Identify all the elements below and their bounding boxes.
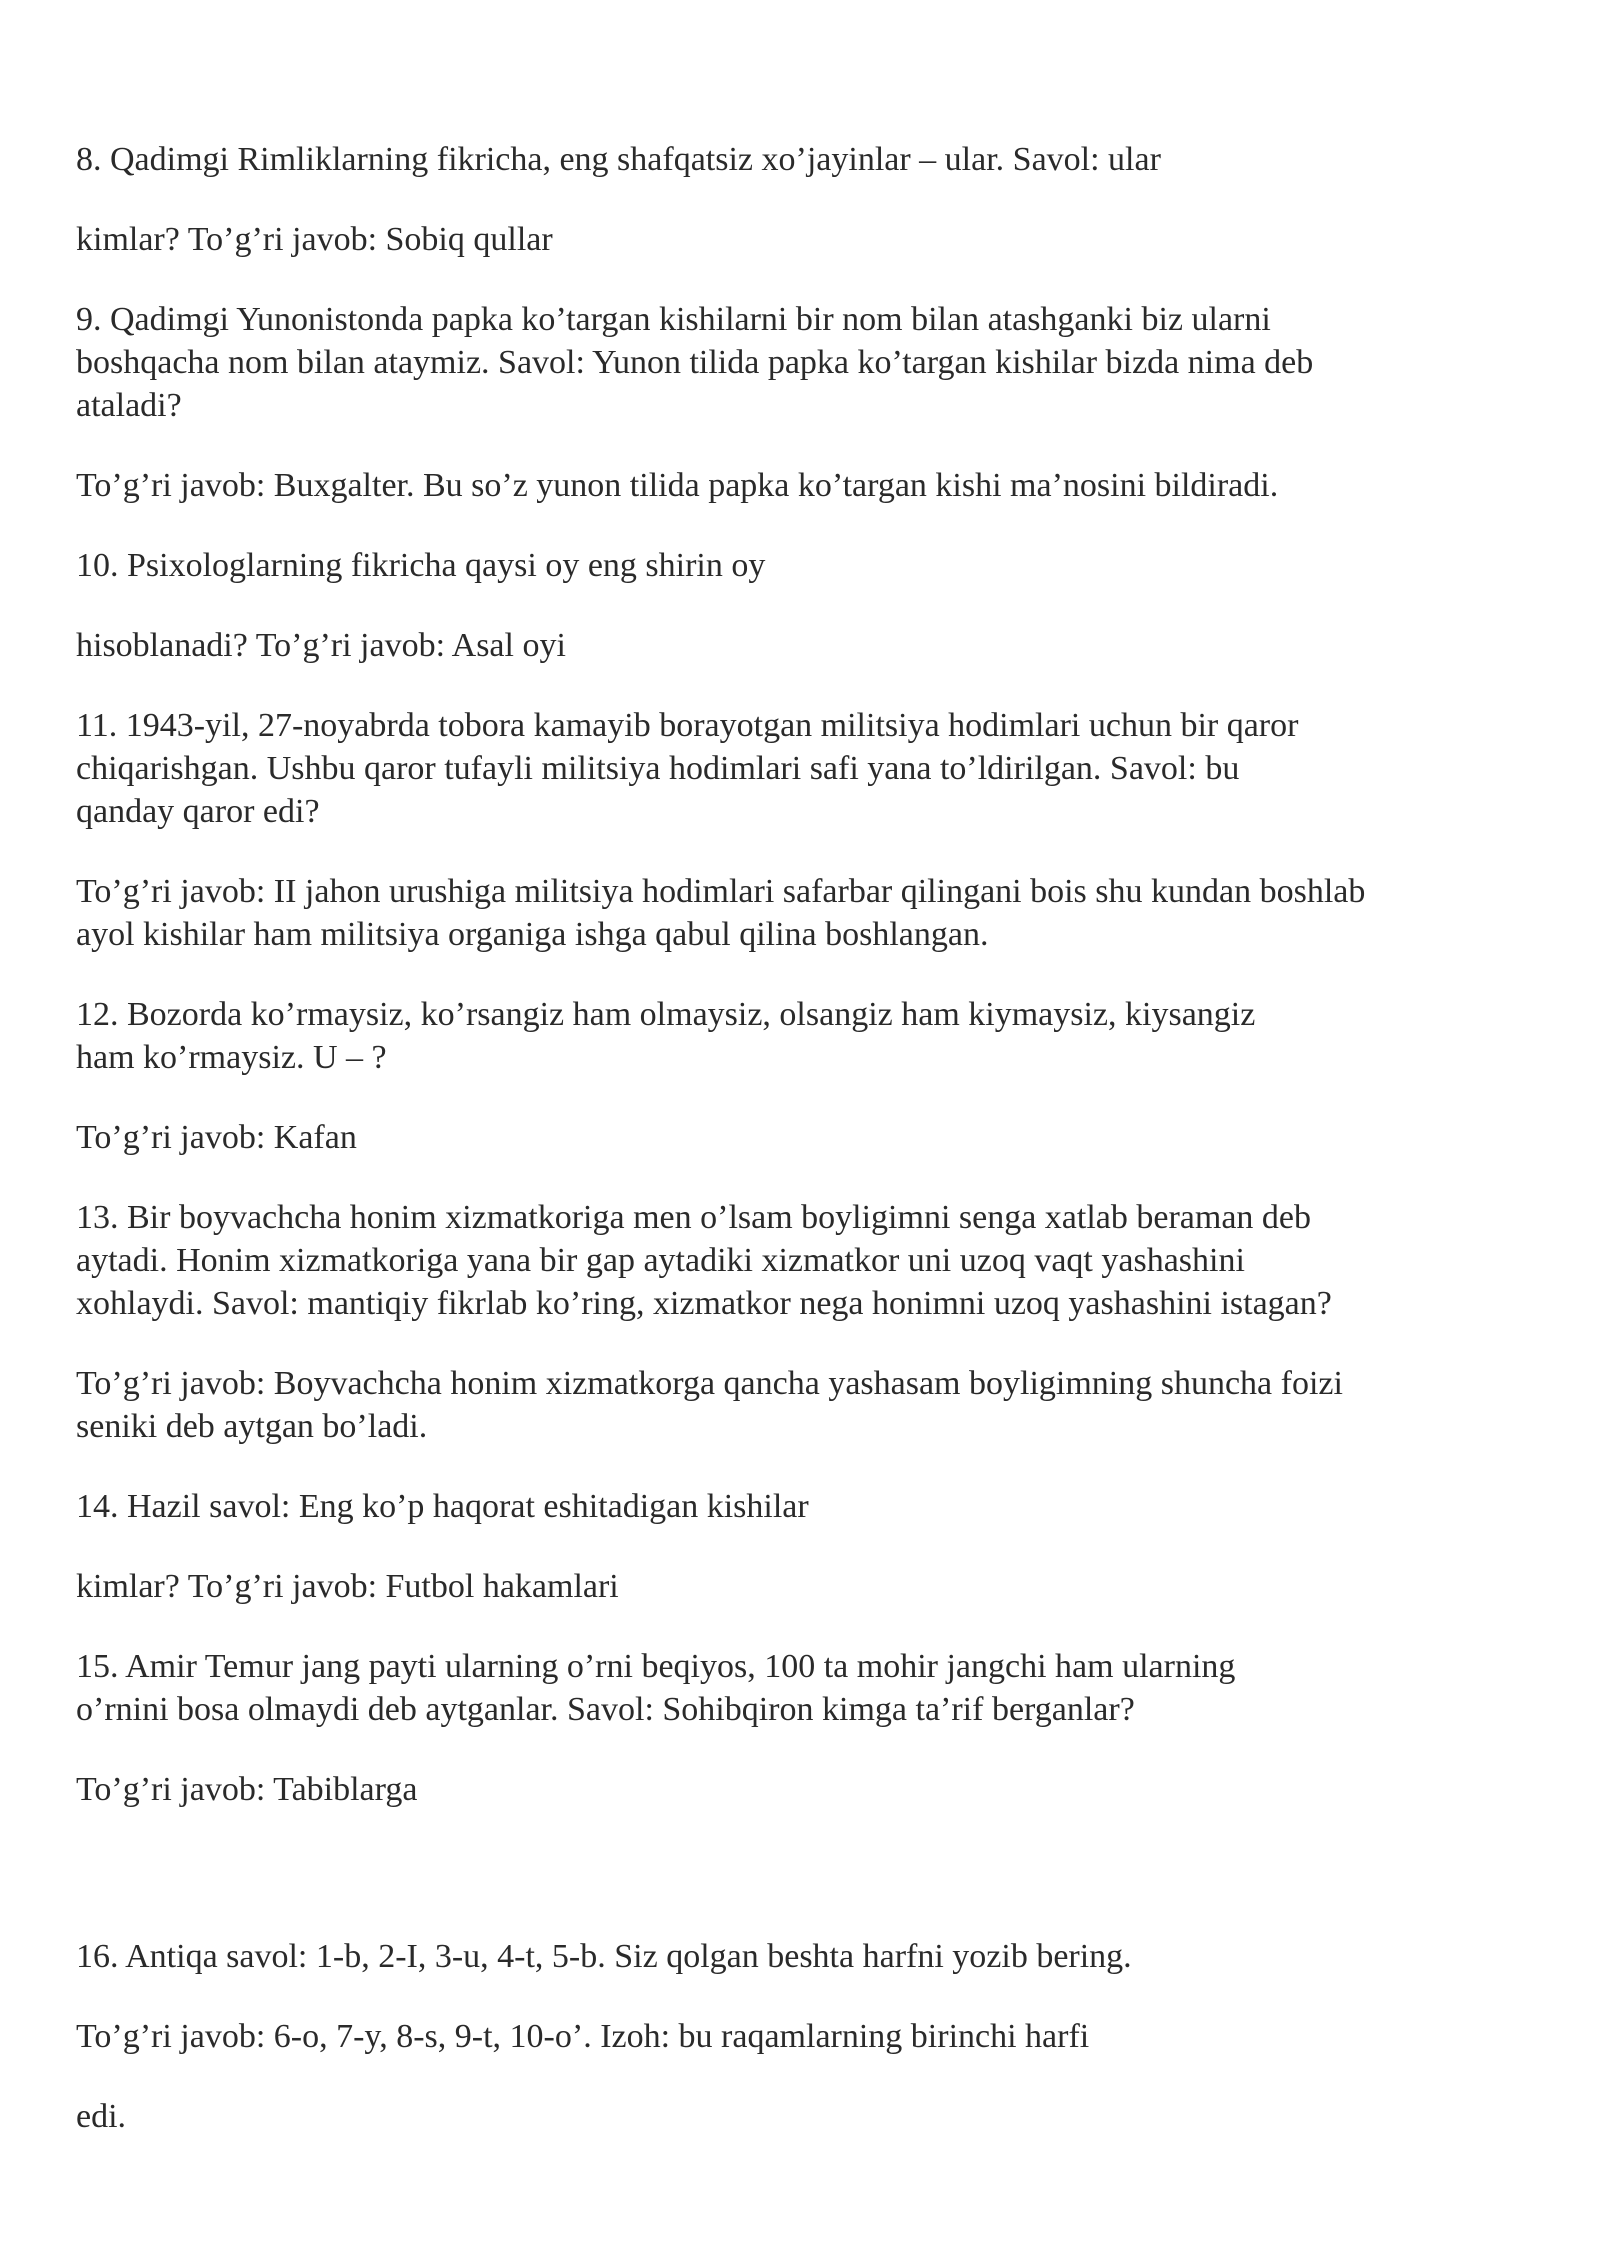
question-15-line-2: o’rnini bosa olmaydi deb aytganlar. Savol: Sohibqiron kimga ta’rif berganlar? (76, 1691, 1135, 1728)
question-11-line-1: 11. 1943-yil, 27-noyabrda tobora kamayib borayotgan militsiya hodimlari uchun bir qaror (76, 707, 1299, 744)
question-13-line-2: aytadi. Honim xizmatkoriga yana bir gap aytadiki xizmatkor uni uzoq vaqt yashashini (76, 1242, 1245, 1279)
question-10-line-1: 10. Psixologlarning fikricha qaysi oy eng shirin oy (76, 547, 766, 584)
question-14-line-2: kimlar? To’g’ri javob: Futbol hakamlari (76, 1568, 619, 1605)
question-11-line-3: qanday qaror edi? (76, 793, 320, 830)
question-13-answer-line-1: To’g’ri javob: Boyvachcha honim xizmatkorga qancha yashasam boyligimning shuncha foizi (76, 1365, 1343, 1402)
question-9-line-3: ataladi? (76, 387, 182, 424)
question-9-line-2: boshqacha nom bilan ataymiz. Savol: Yunon tilida papka ko’targan kishilar bizda nima deb (76, 344, 1314, 381)
question-11-line-2: chiqarishgan. Ushbu qaror tufayli militsiya hodimlari safi yana to’ldirilgan. Savol: bu (76, 750, 1240, 787)
question-12-line-2: ham ko’rmaysiz. U – ? (76, 1039, 387, 1076)
question-9-answer: To’g’ri javob: Buxgalter. Bu so’z yunon tilida papka ko’targan kishi ma’nosini bildiradi. (76, 467, 1279, 504)
question-12-line-1: 12. Bozorda ko’rmaysiz, ko’rsangiz ham olmaysiz, olsangiz ham kiymaysiz, kiysangiz (76, 996, 1256, 1033)
question-11-answer-line-1: To’g’ri javob: II jahon urushiga militsiya hodimlari safarbar qilingani bois shu kundan boshlab (76, 873, 1366, 910)
question-8-line-1: 8. Qadimgi Rimliklarning fikricha, eng shafqatsiz xo’jayinlar – ular. Savol: ular (76, 141, 1161, 178)
question-9-line-1: 9. Qadimgi Yunonistonda papka ko’targan kishilarni bir nom bilan atashganki biz ularni (76, 301, 1271, 338)
question-16-answer-line-2: edi. (76, 2098, 127, 2135)
question-15-line-1: 15. Amir Temur jang payti ularning o’rni beqiyos, 100 ta mohir jangchi ham ularning (76, 1648, 1236, 1685)
question-16-answer-line-1: To’g’ri javob: 6-o, 7-y, 8-s, 9-t, 10-o’. Izoh: bu raqamlarning birinchi harfi (76, 2018, 1090, 2055)
question-8-line-2: kimlar? To’g’ri javob: Sobiq qullar (76, 221, 553, 258)
question-16-line-1: 16. Antiqa savol: 1-b, 2-I, 3-u, 4-t, 5-b. Siz qolgan beshta harfni yozib bering. (76, 1938, 1132, 1975)
question-10-line-2: hisoblanadi? To’g’ri javob: Asal oyi (76, 627, 566, 664)
question-15-answer: To’g’ri javob: Tabiblarga (76, 1771, 418, 1808)
question-13-line-1: 13. Bir boyvachcha honim xizmatkoriga men o’lsam boyligimni senga xatlab beraman deb (76, 1199, 1312, 1236)
question-14-line-1: 14. Hazil savol: Eng ko’p haqorat eshitadigan kishilar (76, 1488, 809, 1525)
question-13-line-3: xohlaydi. Savol: mantiqiy fikrlab ko’ring, xizmatkor nega honimni uzoq yashashini istagan? (76, 1285, 1332, 1322)
question-12-answer: To’g’ri javob: Kafan (76, 1119, 357, 1156)
question-13-answer-line-2: seniki deb aytgan bo’ladi. (76, 1408, 428, 1445)
question-11-answer-line-2: ayol kishilar ham militsiya organiga ishga qabul qilina boshlangan. (76, 916, 989, 953)
